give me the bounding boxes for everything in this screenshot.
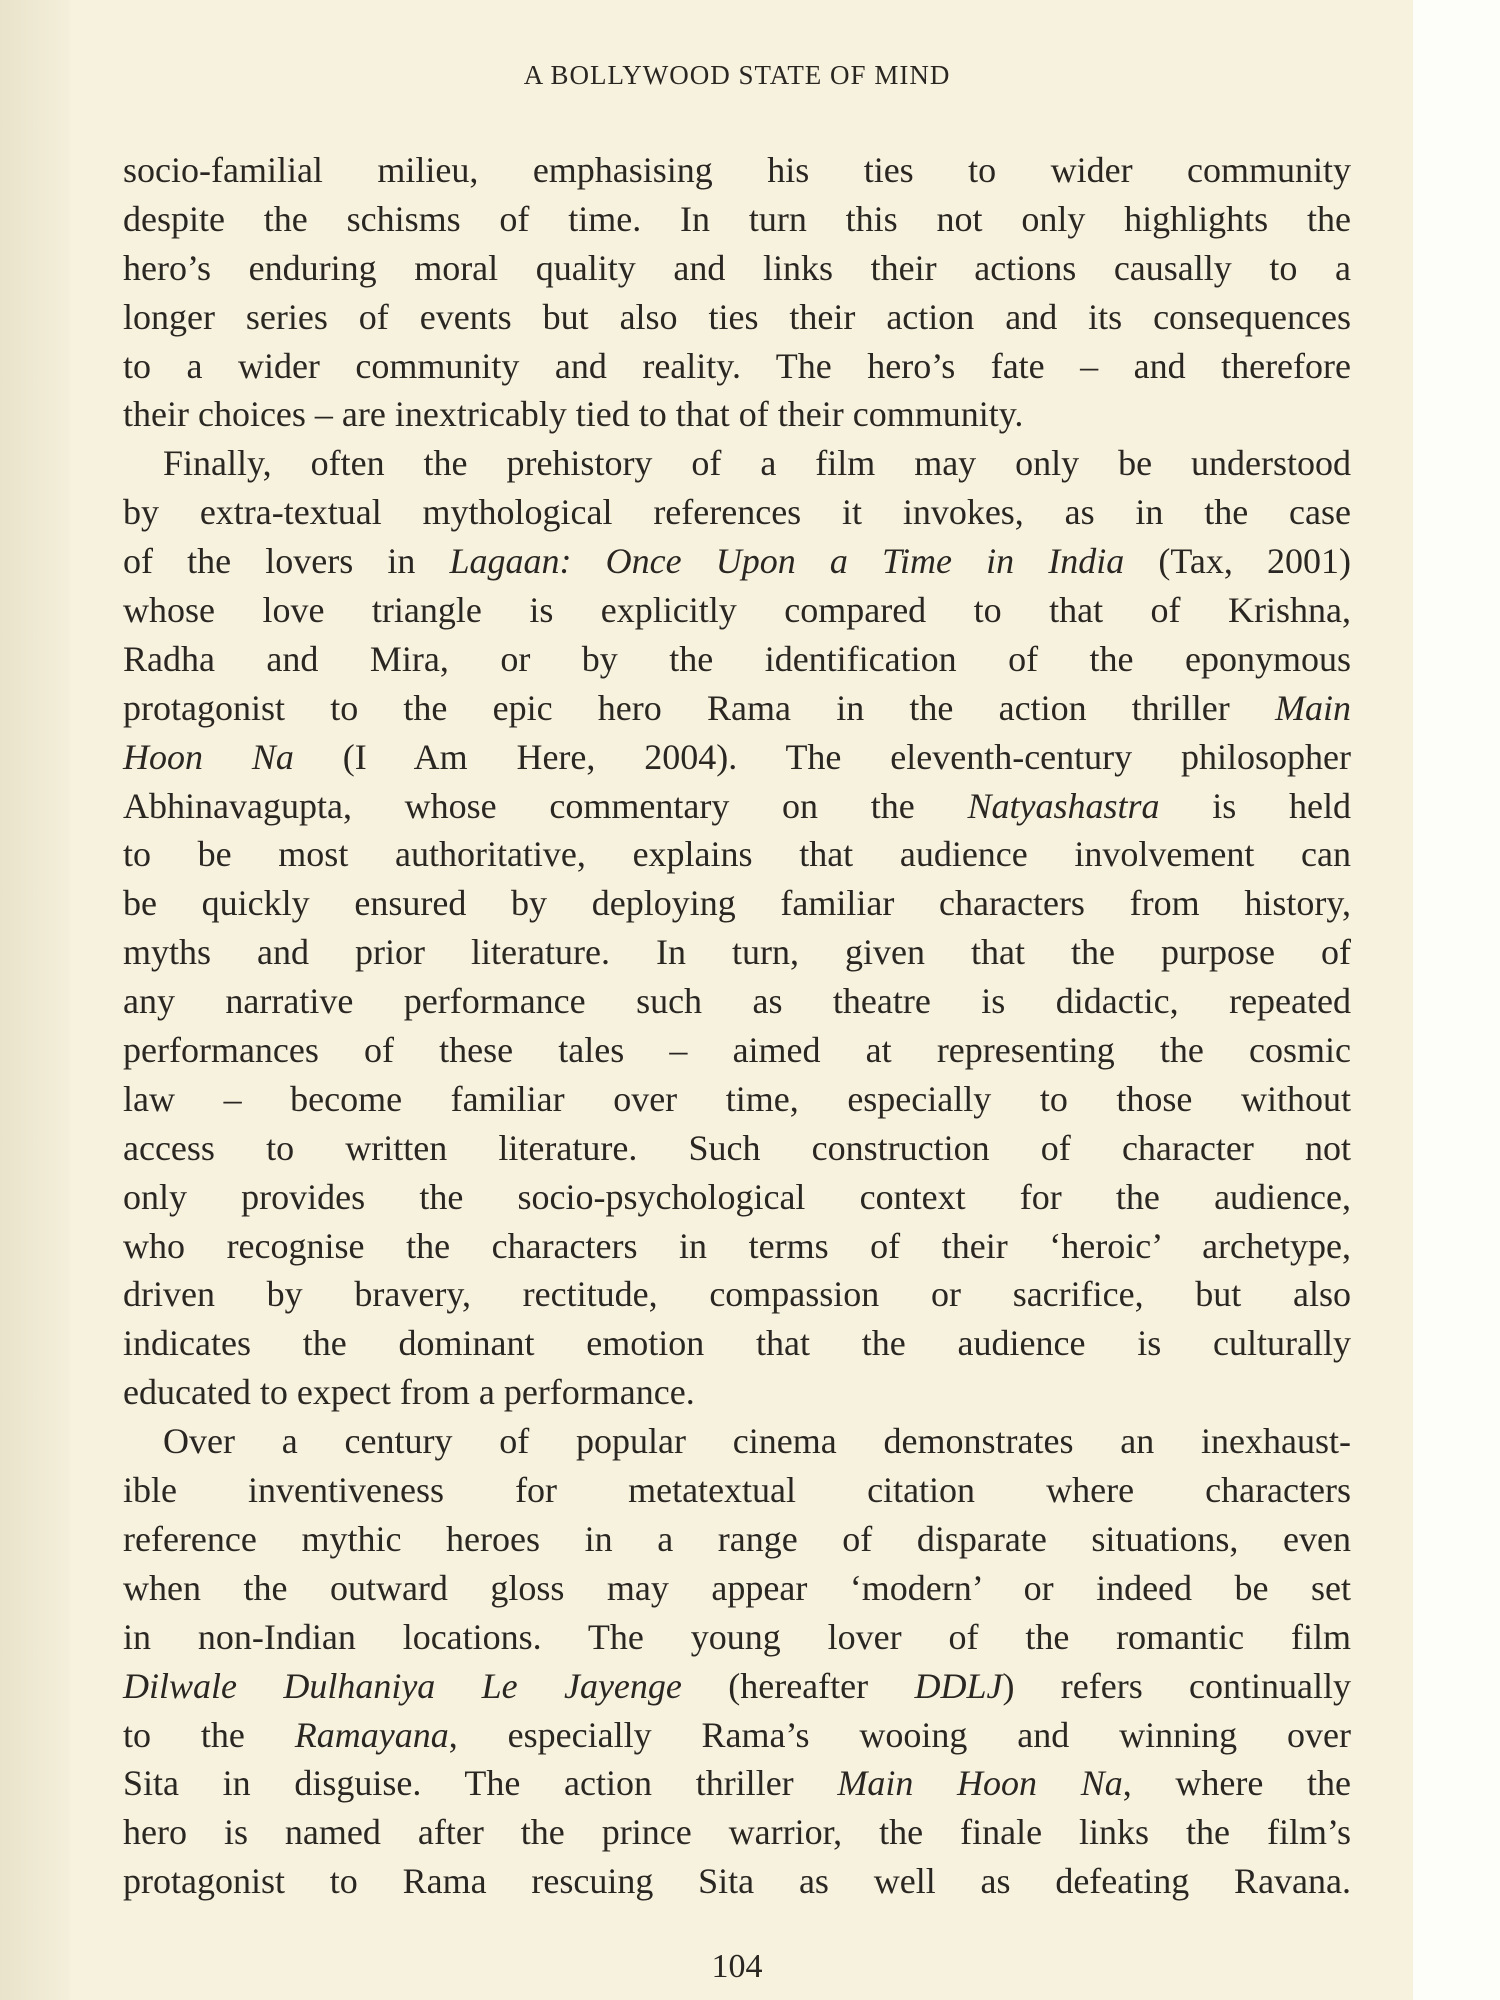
text-span: despite the schisms of time. In turn this not only highlights the <box>123 198 1351 239</box>
scan-margin <box>1413 0 1500 2000</box>
text-span: of the lovers in <box>123 541 450 582</box>
text-line <box>123 977 1351 1026</box>
italic-title: Natyashastra <box>967 785 1160 826</box>
text-span: law – become familiar over time, especially to those without <box>123 1078 1351 1119</box>
text-line <box>123 1564 1351 1613</box>
italic-title: Ramayana <box>294 1714 449 1755</box>
text-line <box>123 733 1351 782</box>
text-span: longer series of events but also ties their action and its consequences <box>123 296 1351 337</box>
text-line <box>123 1075 1351 1124</box>
text-line <box>123 1222 1351 1271</box>
text-span: ible inventiveness for metatextual citation where characters <box>123 1470 1351 1511</box>
text-line <box>123 293 1351 342</box>
text-span: reference mythic heroes in a range of disparate situations, even <box>123 1518 1351 1559</box>
text-line <box>123 1466 1351 1515</box>
text-span: any narrative performance such as theatre is didactic, repeated <box>123 981 1351 1022</box>
text-line <box>123 928 1351 977</box>
text-span: Abhinavagupta, whose commentary on the <box>123 785 968 826</box>
italic-title: Hoon Na <box>123 736 294 777</box>
text-span: only provides the socio-psychological context for the audience, <box>123 1176 1351 1217</box>
text-span: driven by bravery, rectitude, compassion or sacrifice, but also <box>123 1274 1351 1315</box>
text-line <box>123 1368 1351 1417</box>
body-text <box>123 146 1351 1906</box>
text-span: access to written literature. Such construction of character not <box>123 1127 1351 1168</box>
text-span: socio-familial milieu, emphasising his ties to wider community <box>123 150 1351 190</box>
text-span: performances of these tales – aimed at representing the cosmic <box>123 1030 1351 1071</box>
text-line <box>123 390 1351 439</box>
text-span: , where the <box>1122 1763 1352 1804</box>
text-line <box>123 1808 1351 1857</box>
text-line <box>123 488 1351 537</box>
text-span: is held <box>1159 785 1351 826</box>
text-span: protagonist to Rama rescuing Sita as well as defeating Ravana. <box>123 1861 1351 1902</box>
italic-title: Main Hoon Na <box>837 1763 1123 1804</box>
text-line <box>123 830 1351 879</box>
text-line <box>123 1124 1351 1173</box>
text-line <box>123 782 1351 831</box>
text-line <box>123 1270 1351 1319</box>
text-span: be quickly ensured by deploying familiar characters from history, <box>123 883 1351 924</box>
text-line <box>123 635 1351 684</box>
text-line <box>123 684 1351 733</box>
text-line <box>123 342 1351 391</box>
italic-title: DDLJ <box>914 1665 1003 1706</box>
text-line <box>123 1613 1351 1662</box>
text-span: in non-Indian locations. The young lover of the romantic film <box>123 1616 1351 1657</box>
text-line <box>123 195 1351 244</box>
text-line <box>123 1026 1351 1075</box>
text-line <box>123 1759 1351 1808</box>
text-span: ) refers continually <box>1002 1665 1352 1706</box>
text-line <box>123 439 1351 488</box>
text-line <box>123 586 1351 635</box>
italic-title: Main <box>1275 687 1351 728</box>
italic-title: Dilwale Dulhaniya Le Jayenge <box>123 1665 682 1706</box>
text-span: indicates the dominant emotion that the audience is culturally <box>123 1323 1351 1364</box>
text-span: hero is named after the prince warrior, the finale links the film’s <box>123 1812 1351 1853</box>
text-span: by extra-textual mythological references it invokes, as in the case <box>123 492 1351 533</box>
page-gutter-shadow <box>0 0 70 2000</box>
text-span: Radha and Mira, or by the identification of the eponymous <box>123 638 1351 679</box>
text-line <box>123 1319 1351 1368</box>
text-line <box>123 1515 1351 1564</box>
text-span: to a wider community and reality. The hero’s fate – and therefore <box>123 345 1351 386</box>
text-line <box>123 1662 1351 1711</box>
italic-title: Lagaan: Once Upon a Time in India <box>449 541 1125 582</box>
text-line <box>123 1857 1351 1906</box>
text-span: educated to expect from a performance. <box>123 1372 695 1413</box>
text-span: (I Am Here, 2004). The eleventh-century philosopher <box>293 736 1351 777</box>
text-span: (hereafter <box>681 1665 915 1706</box>
text-line <box>123 1417 1351 1466</box>
text-line <box>123 244 1351 293</box>
text-span: Finally, often the prehistory of a film may only be understood <box>163 443 1351 484</box>
text-span: when the outward gloss may appear ‘modern’ or indeed be set <box>123 1567 1351 1608</box>
running-head: A BOLLYWOOD STATE OF MIND <box>523 60 951 90</box>
text-span: to the <box>123 1714 295 1755</box>
text-span: , especially Rama’s wooing and winning over <box>448 1714 1351 1755</box>
text-span: to be most authoritative, explains that audience involvement can <box>123 834 1351 875</box>
text-span: (Tax, 2001) <box>1124 541 1352 582</box>
text-span: whose love triangle is explicitly compared to that of Krishna, <box>123 590 1351 631</box>
text-span: Over a century of popular cinema demonstrates an inexhaust- <box>163 1421 1351 1462</box>
text-span: Sita in disguise. The action thriller <box>123 1763 838 1804</box>
text-line <box>123 1173 1351 1222</box>
text-span: who recognise the characters in terms of their ‘heroic’ archetype, <box>123 1225 1351 1266</box>
text-line <box>123 146 1351 195</box>
text-span: their choices – are inextricably tied to that of their community. <box>123 394 1024 435</box>
text-line <box>123 1711 1351 1760</box>
page-number: 104 <box>711 1948 763 1985</box>
text-span: protagonist to the epic hero Rama in the action thriller <box>123 687 1275 728</box>
text-span: hero’s enduring moral quality and links their actions causally to a <box>123 247 1351 288</box>
text-line <box>123 537 1351 586</box>
text-line <box>123 879 1351 928</box>
text-span: myths and prior literature. In turn, given that the purpose of <box>123 932 1351 973</box>
